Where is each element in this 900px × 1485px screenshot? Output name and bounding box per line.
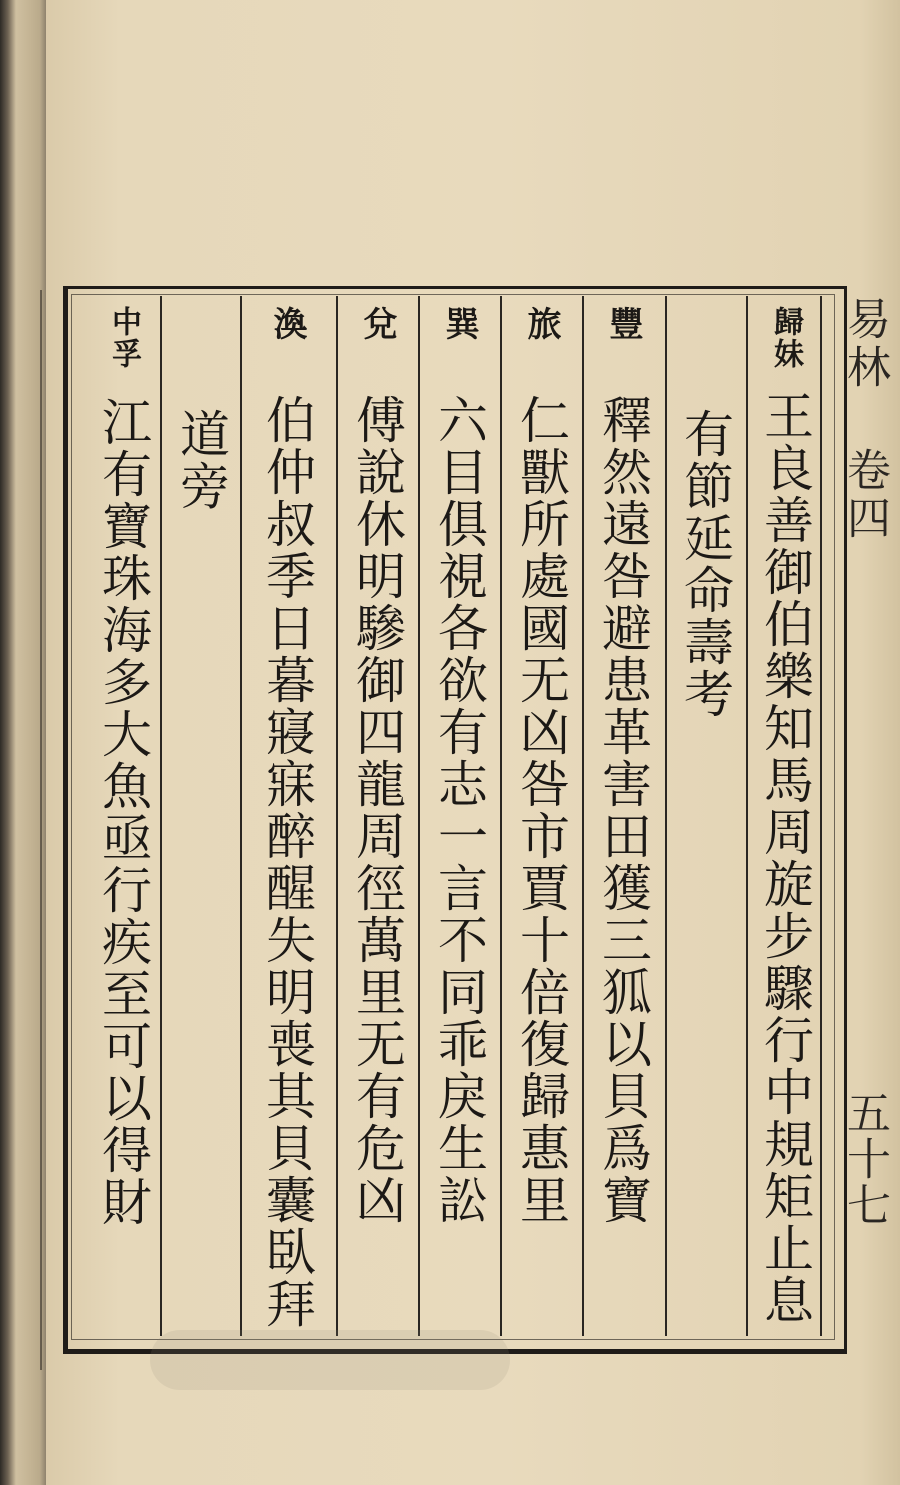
column-text: 釋然遠咎避患革害田獲三狐以貝爲寶 — [594, 394, 652, 1226]
text-column-2 — [674, 306, 736, 720]
text-column-9 — [92, 306, 154, 1228]
column-text: 六目俱視各欲有志一言不同乖戾生訟 — [430, 394, 488, 1226]
text-column-1 — [754, 306, 816, 1326]
margin-page-number: 五十七 — [839, 1090, 890, 1228]
column-divider — [665, 296, 667, 1336]
text-column-5 — [428, 306, 490, 1226]
paper-stain — [150, 1330, 510, 1390]
hexagram-heading: 渙 — [267, 306, 307, 342]
column-divider — [160, 296, 162, 1336]
previous-page-edge — [0, 290, 42, 1370]
column-text: 江有寶珠海多大魚亟行疾至可以得財 — [94, 396, 152, 1228]
margin-title: 易林 卷四 — [839, 296, 890, 543]
column-divider — [746, 296, 748, 1336]
column-text: 傅說休明驂御四龍周徑萬里无有危凶 — [348, 394, 406, 1226]
column-divider — [336, 296, 338, 1336]
hexagram-heading: 中孚 — [106, 306, 141, 370]
column-text: 伯仲叔季日暮寢寐醉醒失明喪其貝囊臥拜 — [258, 394, 316, 1330]
text-column-6 — [346, 306, 408, 1226]
column-divider — [582, 296, 584, 1336]
text-column-4 — [510, 306, 572, 1226]
column-text: 王良善御伯樂知馬周旋步驟行中規矩止息 — [756, 390, 814, 1326]
column-text: 道旁 — [172, 408, 230, 512]
column-text: 有節延命壽考 — [676, 408, 734, 720]
column-divider — [240, 296, 242, 1336]
text-column-7 — [256, 306, 318, 1330]
hexagram-heading: 兌 — [357, 306, 397, 342]
column-text: 仁獸所處國无凶咎市賈十倍復歸惠里 — [512, 394, 570, 1226]
hexagram-heading: 豐 — [603, 306, 643, 342]
text-column-8 — [170, 306, 232, 512]
text-column-3 — [592, 306, 654, 1226]
column-divider — [500, 296, 502, 1336]
hexagram-heading: 旅 — [521, 306, 561, 342]
column-divider — [820, 296, 822, 1336]
hexagram-heading: 巽 — [439, 306, 479, 342]
hexagram-heading: 歸妹 — [768, 306, 803, 370]
column-divider — [418, 296, 420, 1336]
